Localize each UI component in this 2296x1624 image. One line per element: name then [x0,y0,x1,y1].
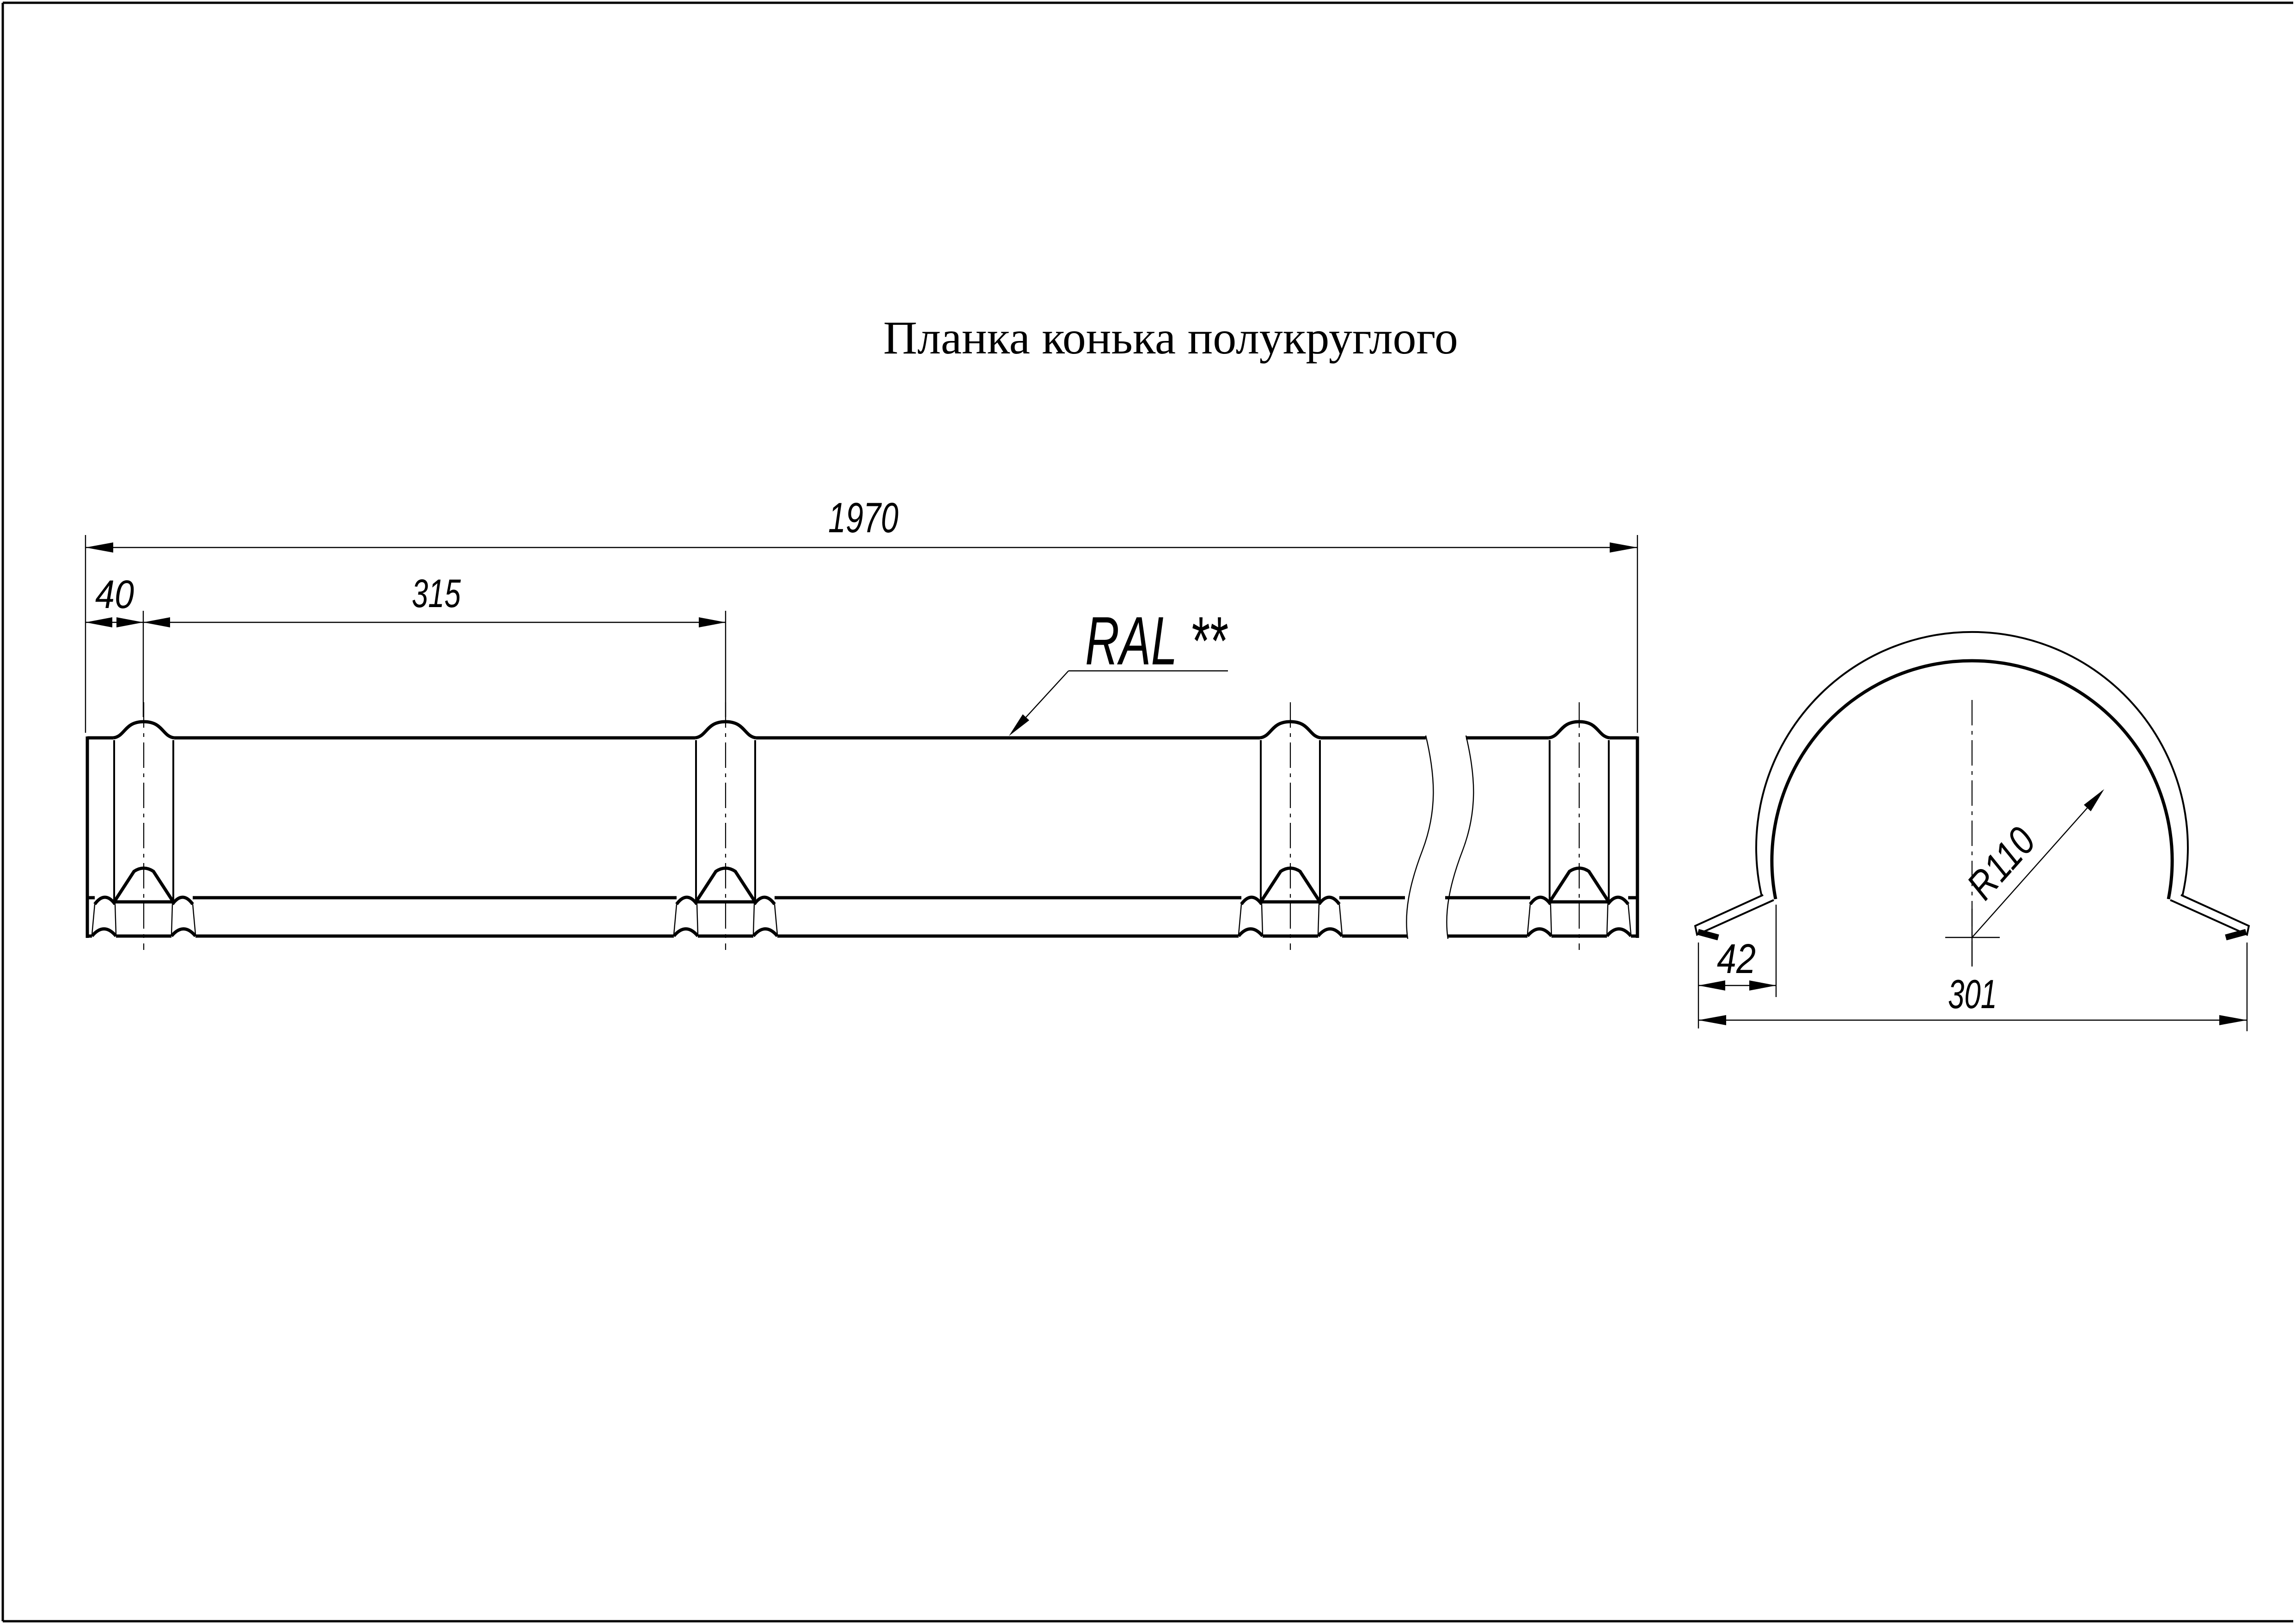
dim-overall-width [1698,943,2247,1031]
dim-rib-spacing-label: 315 [412,572,461,616]
dim-edge-and-spacing [85,572,726,717]
ral-callout [1009,603,1228,736]
ral-leader-arrow [1009,714,1029,736]
break-lines [1406,736,1473,939]
dim-total-length-label: 1970 [828,494,898,541]
section-right-foot [2170,895,2249,937]
sheet-frame [3,3,2293,1621]
dim-radius-label: R110 [1958,809,2053,908]
section-view [1695,632,2249,1031]
side-view [85,494,1637,950]
dim-foot-width-label: 42 [1717,936,1756,982]
dim-radius [1958,789,2104,937]
page-title: Планка конька полукруглого [883,312,1458,364]
section-left-foot [1695,895,1774,937]
dim-overall-width-label: 301 [1948,971,1997,1017]
ral-label: RAL ** [1085,603,1228,679]
dim-edge-offset-label: 40 [95,572,134,617]
dim-total-length [85,494,1637,733]
dim-foot-width [1698,905,1776,1028]
